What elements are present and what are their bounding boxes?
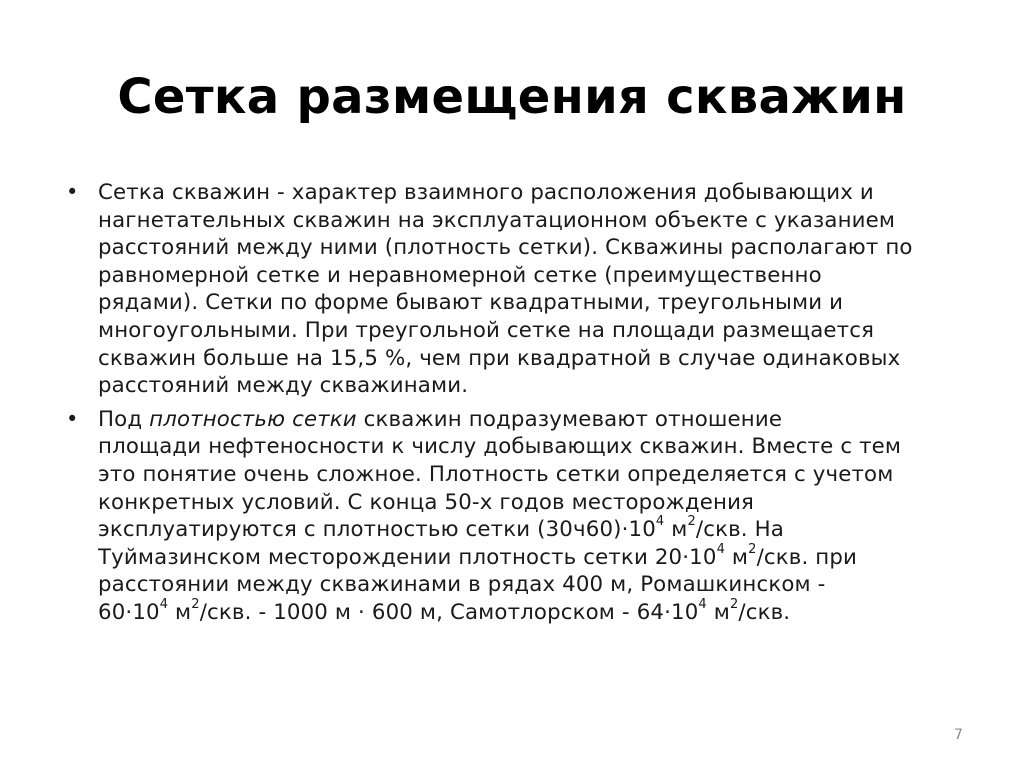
text-run: /скв. На [695,517,785,543]
text-run: Под [98,406,150,432]
text-run: эксплуатируются с плотностью сетки (30ч60)·10 [98,517,656,543]
text-line: это понятие очень сложное. Плотность сетки определяется с учетом [98,461,894,487]
slide-title: Сетка размещения скважин [117,69,907,125]
page-number: 7 [954,727,963,743]
superscript: 4 [655,514,665,530]
bullet-item-grid-density [66,406,966,627]
superscript: 2 [191,596,200,612]
bullet-marker: • [66,406,79,431]
text-run: скважин подразумевают отношение [356,406,783,432]
bullet-marker: • [66,180,79,204]
text-line: рядами). Сетки по форме бывают квадратными, треугольными и [98,290,844,316]
text-line: скважин больше на 15,5 %, чем при квадратной в случае одинаковых [98,345,901,371]
text-line: расстояний между ними (плотность сетки). Скважины располагают по [98,235,913,261]
text-line: расстоянии между скважинами в рядах 400 м, Ромашкинском - [98,572,826,598]
text-line [98,596,966,627]
text-run: м [168,599,192,625]
text-line: конкретных условий. С конца 50-х годов месторождения [98,489,755,515]
bullet-list [66,179,966,627]
text-line [98,541,966,572]
text-run: /скв. - 1000 м · 600 м, Самотлорском - 64·10 [199,599,699,625]
text-run: Туймазинском месторождении плотность сетки 20·10 [98,544,717,570]
text-run: 60·10 [98,599,160,625]
italic-term: плотностью сетки [149,406,357,432]
text-run: м [706,599,730,625]
text-line: расстояний между скважинами. [98,373,469,399]
text-line [98,516,966,544]
superscript: 2 [729,596,739,612]
text-line [98,406,966,434]
bullet-item-well-grid [66,179,966,400]
superscript: 2 [748,541,757,557]
superscript: 4 [159,596,169,612]
text-line: многоугольными. При треугольной сетке на площади размещается [98,317,875,343]
text-run: м [664,517,688,543]
superscript: 2 [687,514,696,530]
text-run: /скв. при [756,544,858,570]
superscript: 4 [698,596,707,612]
superscript: 4 [716,541,725,557]
text-line: Сетка скважин - характер взаимного расположения добывающих и [98,180,874,205]
text-line: равномерной сетке и неравномерной сетке (преимущественно [98,262,822,288]
text-run: /скв. [738,599,791,625]
text-line: нагнетательных скважин на эксплуатационном объекте с указанием [98,207,896,233]
text-line: площади нефтеносности к числу добывающих скважин. Вместе с тем [98,434,902,460]
text-run: м [725,544,749,570]
